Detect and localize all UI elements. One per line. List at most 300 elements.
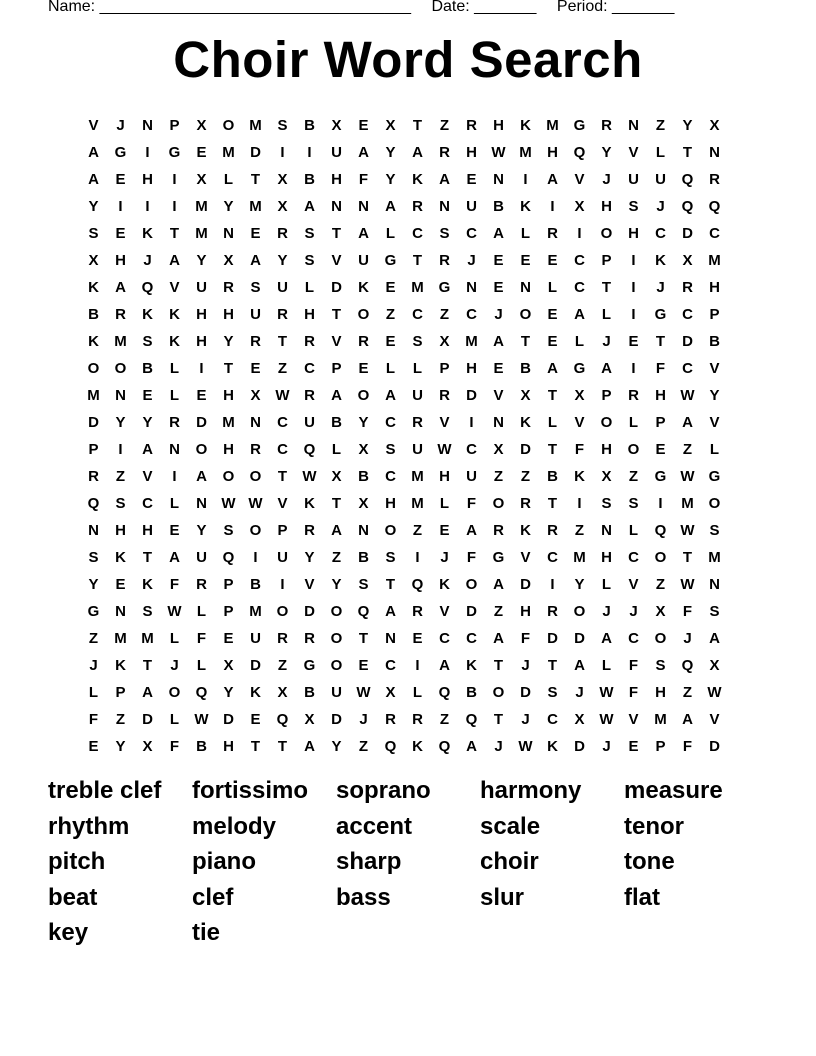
grid-letter: U xyxy=(412,441,423,458)
grid-letter: O xyxy=(357,387,370,404)
grid-letter: M xyxy=(411,279,424,296)
grid-letter: E xyxy=(88,738,99,755)
grid-letter: X xyxy=(601,468,612,485)
grid-letter: V xyxy=(709,711,720,728)
grid-letter: E xyxy=(250,711,261,728)
grid-letter: M xyxy=(654,711,667,728)
grid-letter: K xyxy=(115,549,126,566)
grid-letter: L xyxy=(223,171,234,188)
grid-letter: I xyxy=(280,576,285,593)
grid-letter: Y xyxy=(277,252,288,269)
grid-letter: O xyxy=(249,522,262,539)
grid-letter: Y xyxy=(196,252,207,269)
grid-letter: R xyxy=(412,603,423,620)
grid-letter: I xyxy=(658,495,663,512)
grid-letter: W xyxy=(302,468,317,485)
grid-letter: T xyxy=(412,252,423,269)
grid-letter: Q xyxy=(195,684,208,701)
grid-letter: D xyxy=(250,657,261,674)
grid-letter: U xyxy=(331,684,342,701)
grid-letter: X xyxy=(196,117,207,134)
grid-letter: F xyxy=(196,630,207,647)
grid-letter: D xyxy=(520,441,531,458)
grid-letter: N xyxy=(709,576,720,593)
grid-letter: Q xyxy=(681,657,694,674)
grid-letter: L xyxy=(709,441,720,458)
grid-letter: T xyxy=(169,225,180,242)
grid-letter: A xyxy=(385,603,396,620)
grid-letter: J xyxy=(116,117,125,134)
grid-letter: S xyxy=(115,495,126,512)
grid-letter: X xyxy=(331,117,342,134)
grid-letter: T xyxy=(142,657,153,674)
grid-letter: B xyxy=(304,117,315,134)
grid-letter: C xyxy=(655,225,666,242)
grid-letter: X xyxy=(304,711,315,728)
grid-letter: K xyxy=(250,684,261,701)
grid-letter: H xyxy=(196,306,207,323)
page-title: Choir Word Search xyxy=(173,31,643,88)
grid-letter: E xyxy=(358,360,369,377)
grid-letter: X xyxy=(439,333,450,350)
word-list-item: beat xyxy=(48,883,98,911)
grid-letter: T xyxy=(358,630,369,647)
grid-letter: E xyxy=(115,171,126,188)
grid-letter: T xyxy=(331,306,342,323)
grid-letter: C xyxy=(385,657,396,674)
grid-letter: W xyxy=(707,684,722,701)
grid-letter: Z xyxy=(439,711,450,728)
grid-letter: N xyxy=(331,198,342,215)
grid-letter: T xyxy=(331,225,342,242)
grid-letter: Q xyxy=(87,495,100,512)
grid-letter: Q xyxy=(357,603,370,620)
grid-letter: U xyxy=(196,549,207,566)
grid-letter: H xyxy=(520,603,531,620)
grid-letter: T xyxy=(277,333,288,350)
grid-letter: X xyxy=(277,198,288,215)
grid-letter: C xyxy=(547,549,558,566)
grid-letter: K xyxy=(412,738,423,755)
grid-letter: R xyxy=(385,711,396,728)
grid-letter: O xyxy=(600,225,613,242)
grid-letter: I xyxy=(172,171,177,188)
grid-letter: D xyxy=(574,630,585,647)
grid-letter: S xyxy=(142,333,153,350)
grid-letter: F xyxy=(574,441,585,458)
grid-letter: E xyxy=(439,522,450,539)
grid-letter: V xyxy=(304,576,315,593)
grid-letter: L xyxy=(601,657,612,674)
grid-letter: N xyxy=(628,117,639,134)
grid-letter: H xyxy=(655,387,666,404)
grid-letter: B xyxy=(196,738,207,755)
grid-letter: K xyxy=(439,576,450,593)
grid-letter: Z xyxy=(88,630,99,647)
grid-letter: O xyxy=(654,549,667,566)
grid-letter: N xyxy=(601,522,612,539)
grid-letter: F xyxy=(682,738,693,755)
grid-letter: N xyxy=(169,441,180,458)
grid-letter: G xyxy=(438,279,451,296)
grid-letter: A xyxy=(385,198,396,215)
grid-letter: D xyxy=(88,414,99,431)
grid-letter: Y xyxy=(709,387,720,404)
grid-letter: T xyxy=(493,711,504,728)
grid-letter: K xyxy=(88,279,99,296)
name-field[interactable]: Name: ___________________________________ xyxy=(48,0,412,15)
grid-letter: P xyxy=(115,684,126,701)
grid-letter: O xyxy=(492,495,505,512)
grid-letter: H xyxy=(304,306,315,323)
grid-letter: K xyxy=(169,306,180,323)
grid-letter: B xyxy=(520,360,531,377)
grid-letter: I xyxy=(631,279,636,296)
grid-letter: J xyxy=(575,684,584,701)
grid-letter: U xyxy=(358,252,369,269)
grid-letter: A xyxy=(682,711,693,728)
grid-letter: Z xyxy=(277,657,288,674)
grid-letter: Q xyxy=(654,522,667,539)
grid-letter: W xyxy=(518,738,533,755)
grid-letter: Z xyxy=(385,306,396,323)
grid-letter: Y xyxy=(601,144,612,161)
grid-letter: J xyxy=(521,657,530,674)
grid-letter: I xyxy=(118,441,123,458)
grid-letter: Y xyxy=(304,549,315,566)
grid-letter: Z xyxy=(358,738,369,755)
grid-letter: I xyxy=(145,198,150,215)
grid-letter: W xyxy=(167,603,182,620)
grid-letter: S xyxy=(385,549,396,566)
grid-letter: Q xyxy=(681,198,694,215)
grid-letter: E xyxy=(412,630,423,647)
grid-letter: O xyxy=(114,360,127,377)
grid-letter: A xyxy=(547,360,558,377)
grid-letter: K xyxy=(142,225,153,242)
grid-letter: R xyxy=(196,576,207,593)
grid-letter: U xyxy=(277,279,288,296)
grid-letter: B xyxy=(709,333,720,350)
grid-letter: V xyxy=(574,171,585,188)
grid-letter: H xyxy=(628,225,639,242)
grid-letter: Q xyxy=(411,576,424,593)
grid-letter: R xyxy=(304,630,315,647)
grid-letter: F xyxy=(88,711,99,728)
grid-letter: M xyxy=(195,198,208,215)
grid-letter: K xyxy=(655,252,666,269)
grid-letter: C xyxy=(385,414,396,431)
grid-letter: H xyxy=(115,522,126,539)
grid-letter: Z xyxy=(277,360,288,377)
grid-letter: O xyxy=(87,360,100,377)
grid-letter: O xyxy=(276,603,289,620)
grid-letter: K xyxy=(142,576,153,593)
grid-letter: Y xyxy=(331,738,342,755)
grid-letter: Y xyxy=(358,414,369,431)
grid-letter: E xyxy=(196,387,207,404)
grid-letter: E xyxy=(250,360,261,377)
grid-letter: S xyxy=(385,441,396,458)
grid-letter: U xyxy=(412,387,423,404)
grid-letter: N xyxy=(358,522,369,539)
grid-letter: R xyxy=(250,441,261,458)
grid-letter: R xyxy=(412,414,423,431)
grid-letter: W xyxy=(680,387,695,404)
grid-letter: A xyxy=(493,225,504,242)
grid-letter: M xyxy=(465,333,478,350)
grid-letter: Y xyxy=(223,684,234,701)
grid-letter: E xyxy=(628,738,639,755)
grid-letter: Z xyxy=(331,549,342,566)
grid-letter: T xyxy=(601,279,612,296)
grid-letter: Z xyxy=(682,441,693,458)
grid-letter: L xyxy=(385,360,396,377)
grid-letter: B xyxy=(250,576,261,593)
grid-letter: W xyxy=(194,711,209,728)
grid-letter: Z xyxy=(628,468,639,485)
grid-letter: O xyxy=(708,495,721,512)
grid-letter: K xyxy=(520,522,531,539)
grid-letter: T xyxy=(682,549,693,566)
grid-letter: R xyxy=(358,333,369,350)
grid-letter: B xyxy=(304,171,315,188)
grid-letter: O xyxy=(222,117,235,134)
grid-letter: R xyxy=(466,117,477,134)
grid-letter: R xyxy=(709,171,720,188)
grid-letter: C xyxy=(412,306,423,323)
grid-letter: A xyxy=(331,522,342,539)
grid-letter: G xyxy=(492,549,505,566)
grid-letter: A xyxy=(601,630,612,647)
grid-letter: B xyxy=(142,360,153,377)
grid-letter: A xyxy=(304,198,315,215)
grid-letter: I xyxy=(550,576,555,593)
grid-letter: X xyxy=(385,117,396,134)
grid-letter: R xyxy=(169,414,180,431)
grid-letter: T xyxy=(223,360,234,377)
grid-letter: Q xyxy=(438,684,451,701)
grid-letter: E xyxy=(196,144,207,161)
grid-letter: W xyxy=(248,495,263,512)
grid-letter: X xyxy=(709,657,720,674)
grid-letter: N xyxy=(385,630,396,647)
grid-letter: Y xyxy=(574,576,585,593)
grid-letter: E xyxy=(385,279,396,296)
grid-letter: E xyxy=(547,306,558,323)
grid-letter: U xyxy=(655,171,666,188)
grid-letter: M xyxy=(411,495,424,512)
grid-letter: K xyxy=(520,414,531,431)
grid-letter: Z xyxy=(682,684,693,701)
grid-letter: R xyxy=(493,522,504,539)
grid-letter: C xyxy=(304,360,315,377)
grid-letter: V xyxy=(331,333,342,350)
grid-letter: A xyxy=(142,441,153,458)
grid-letter: C xyxy=(709,225,720,242)
grid-letter: M xyxy=(195,225,208,242)
grid-letter: S xyxy=(304,225,315,242)
grid-letter: R xyxy=(304,522,315,539)
grid-letter: Y xyxy=(682,117,693,134)
grid-letter: H xyxy=(196,333,207,350)
grid-letter: D xyxy=(331,279,342,296)
grid-letter: L xyxy=(601,576,612,593)
grid-letter: F xyxy=(682,603,693,620)
grid-letter: X xyxy=(358,495,369,512)
grid-letter: K xyxy=(142,306,153,323)
grid-letter: P xyxy=(223,576,234,593)
grid-letter: Y xyxy=(115,414,126,431)
grid-letter: R xyxy=(277,306,288,323)
grid-letter: E xyxy=(358,117,369,134)
grid-letter: U xyxy=(466,198,477,215)
grid-letter: N xyxy=(358,198,369,215)
grid-letter: E xyxy=(223,630,234,647)
grid-letter: W xyxy=(356,684,371,701)
grid-letter: T xyxy=(385,576,396,593)
grid-letter: A xyxy=(169,549,180,566)
grid-letter: S xyxy=(655,657,666,674)
grid-letter: X xyxy=(331,468,342,485)
grid-letter: H xyxy=(466,144,477,161)
grid-letter: X xyxy=(655,603,666,620)
grid-letter: X xyxy=(223,657,234,674)
grid-letter: A xyxy=(385,387,396,404)
grid-letter: J xyxy=(143,252,152,269)
grid-letter: P xyxy=(601,252,612,269)
grid-letter: V xyxy=(628,711,639,728)
grid-letter: E xyxy=(628,333,639,350)
grid-letter: X xyxy=(709,117,720,134)
grid-letter: X xyxy=(358,441,369,458)
grid-letter: Q xyxy=(573,144,586,161)
grid-letter: L xyxy=(547,279,558,296)
grid-letter: I xyxy=(631,252,636,269)
grid-letter: L xyxy=(304,279,315,296)
grid-letter: I xyxy=(253,549,258,566)
grid-letter: E xyxy=(655,441,666,458)
grid-letter: L xyxy=(601,306,612,323)
grid-letter: K xyxy=(574,468,585,485)
grid-letter: M xyxy=(141,630,154,647)
grid-letter: J xyxy=(467,252,476,269)
grid-letter: U xyxy=(250,630,261,647)
grid-letter: O xyxy=(330,657,343,674)
grid-letter: A xyxy=(88,171,99,188)
grid-letter: N xyxy=(493,414,504,431)
grid-letter: A xyxy=(601,360,612,377)
grid-letter: Q xyxy=(276,711,289,728)
grid-letter: G xyxy=(654,468,667,485)
grid-letter: Z xyxy=(493,468,504,485)
grid-letter: J xyxy=(602,603,611,620)
grid-letter: H xyxy=(142,171,153,188)
period-field[interactable]: Period: _______ xyxy=(556,0,675,15)
grid-letter: R xyxy=(412,711,423,728)
grid-letter: Y xyxy=(385,171,396,188)
grid-letter: F xyxy=(655,360,666,377)
grid-letter: I xyxy=(469,414,474,431)
grid-letter: R xyxy=(250,333,261,350)
grid-letter: W xyxy=(599,711,614,728)
grid-letter: A xyxy=(682,414,693,431)
grid-letter: H xyxy=(709,279,720,296)
grid-letter: G xyxy=(303,657,316,674)
grid-letter: I xyxy=(199,360,204,377)
grid-letter: E xyxy=(547,333,558,350)
word-list-item: pitch xyxy=(48,848,106,875)
grid-letter: J xyxy=(89,657,98,674)
grid-letter: Z xyxy=(115,468,126,485)
grid-letter: S xyxy=(142,603,153,620)
grid-letter: O xyxy=(222,468,235,485)
grid-letter: J xyxy=(656,279,665,296)
word-list-item: key xyxy=(48,919,89,946)
grid-letter: N xyxy=(439,198,450,215)
grid-letter: L xyxy=(412,360,423,377)
grid-letter: K xyxy=(520,198,531,215)
grid-letter: T xyxy=(250,171,261,188)
grid-letter: O xyxy=(249,468,262,485)
grid-letter: O xyxy=(492,684,505,701)
grid-letter: N xyxy=(250,414,261,431)
grid-letter: A xyxy=(466,522,477,539)
grid-letter: R xyxy=(682,279,693,296)
grid-letter: S xyxy=(223,522,234,539)
grid-letter: O xyxy=(519,306,532,323)
grid-letter: R xyxy=(277,225,288,242)
grid-letter: F xyxy=(169,738,180,755)
grid-letter: C xyxy=(682,306,693,323)
grid-letter: U xyxy=(466,468,477,485)
grid-letter: Q xyxy=(141,279,154,296)
grid-letter: F xyxy=(169,576,180,593)
grid-letter: C xyxy=(466,441,477,458)
grid-letter: S xyxy=(250,279,261,296)
grid-letter: N xyxy=(196,495,207,512)
grid-letter: K xyxy=(115,657,126,674)
grid-letter: C xyxy=(439,630,450,647)
grid-letter: E xyxy=(115,576,126,593)
grid-letter: X xyxy=(574,711,585,728)
grid-letter: V xyxy=(628,576,639,593)
grid-letter: N xyxy=(115,603,126,620)
grid-letter: H xyxy=(115,252,126,269)
grid-letter: E xyxy=(493,279,504,296)
grid-letter: C xyxy=(466,630,477,647)
grid-letter: J xyxy=(629,603,638,620)
word-list-item: soprano xyxy=(336,777,431,804)
grid-letter: A xyxy=(574,306,585,323)
word-list-item: sharp xyxy=(336,848,402,875)
word-list-item: tone xyxy=(624,848,675,875)
grid-letter: D xyxy=(547,630,558,647)
grid-letter: M xyxy=(681,495,694,512)
grid-letter: M xyxy=(249,603,262,620)
date-field[interactable]: Date: _______ xyxy=(431,0,537,15)
grid-letter: A xyxy=(412,144,423,161)
grid-letter: L xyxy=(439,495,450,512)
grid-letter: B xyxy=(304,684,315,701)
grid-letter: I xyxy=(577,495,582,512)
grid-letter: A xyxy=(709,630,720,647)
grid-letter: E xyxy=(466,171,477,188)
grid-letter: R xyxy=(439,144,450,161)
grid-letter: Q xyxy=(222,549,235,566)
grid-letter: S xyxy=(709,522,720,539)
grid-letter: H xyxy=(601,441,612,458)
